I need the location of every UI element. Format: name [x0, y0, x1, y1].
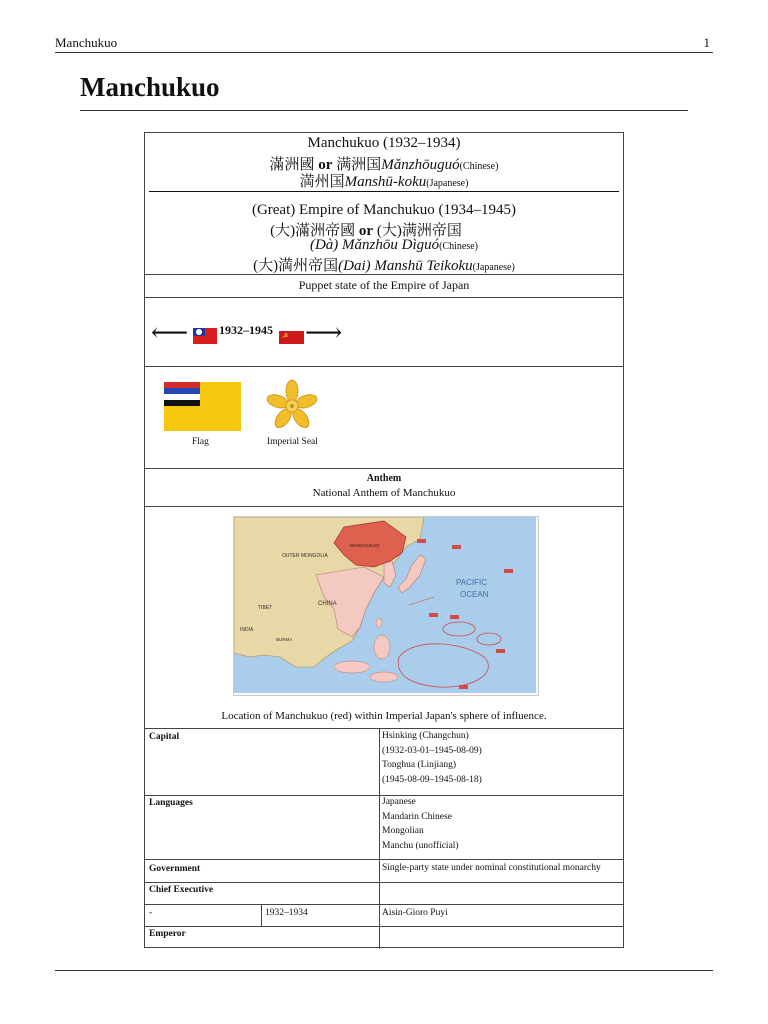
divider — [145, 882, 623, 883]
footer-rule — [55, 970, 713, 971]
language-4: Manchu (unofficial) — [382, 840, 459, 851]
header-rule — [55, 52, 713, 53]
page-title: Manchukuo — [80, 72, 220, 102]
manchukuo-flag-image[interactable] — [164, 382, 241, 431]
languages-value — [382, 795, 459, 853]
languages-label: Languages — [149, 798, 193, 808]
capital-value-1: Hsinking (Changchun) — [382, 731, 469, 741]
roc-flag-icon[interactable] — [193, 328, 217, 344]
map-label-outer-mongolia: OUTER MONGOLIA — [282, 553, 328, 559]
empire-traditional: (大)滿洲帝國 — [270, 223, 356, 239]
running-header: Manchukuo — [55, 35, 118, 50]
map-label-tibet: TIBET — [258, 605, 273, 611]
title-rule — [80, 110, 688, 111]
capital-label: Capital — [149, 732, 180, 742]
empire-pinyin: (Dà) Mǎnzhōu Dìguó — [309, 237, 440, 253]
ruler-dash: - — [149, 908, 153, 918]
sphere-map-image[interactable] — [233, 516, 539, 696]
capital-value — [382, 729, 482, 787]
chinese-label: (Chinese) — [459, 161, 499, 172]
right-arrow-icon[interactable]: ⟶ — [305, 318, 343, 347]
empire-japanese: (大)満州帝国 — [253, 258, 339, 274]
map-label-ocean: OCEAN — [460, 590, 489, 599]
divider — [145, 904, 623, 905]
divider — [145, 506, 623, 507]
left-arrow-icon[interactable]: ⟵ — [151, 318, 189, 347]
map-label-india: INDIA — [240, 627, 254, 633]
emperor-label: Emperor — [149, 929, 186, 939]
years-text: 1932–1945 — [219, 323, 273, 337]
column-divider — [261, 904, 262, 926]
capital-value-4: (1945-08-09–1945-08-18) — [382, 774, 482, 785]
imperial-seal-icon[interactable] — [265, 379, 319, 433]
name-traditional: 滿洲國 — [269, 157, 315, 173]
name-simplified: 满洲国 — [336, 157, 382, 173]
chinese-label-2: (Chinese) — [439, 241, 479, 252]
name-line-3 — [145, 170, 623, 191]
ruler-name: Aisin-Gioro Puyi — [382, 908, 448, 918]
chief-executive-label: Chief Executive — [149, 885, 214, 895]
japanese-label-2: (Japanese) — [472, 262, 515, 273]
name-japanese: 満州国 — [299, 174, 345, 190]
divider — [145, 859, 623, 860]
map-label-china: CHINA — [318, 601, 337, 607]
anthem-value: National Anthem of Manchukuo — [312, 487, 456, 499]
divider — [145, 468, 623, 469]
infobox — [144, 132, 624, 948]
empire-line-4 — [145, 254, 623, 275]
anthem-label: Anthem — [366, 473, 402, 484]
page-number: 1 — [703, 35, 710, 50]
column-divider — [379, 728, 380, 949]
empire-simplified: (大)满洲帝国 — [376, 223, 462, 239]
soviet-flag-icon[interactable]: ☭ — [279, 331, 304, 344]
map-label-manchukuo: MANCHUKUO — [350, 543, 380, 548]
seal-caption: Imperial Seal — [267, 437, 318, 447]
name-divider — [149, 191, 619, 192]
flag-caption: Flag — [192, 437, 209, 447]
language-3: Mongolian — [382, 826, 424, 836]
empire-line-3 — [155, 237, 633, 254]
divider — [145, 274, 623, 275]
status-text: Puppet state of the Empire of Japan — [298, 278, 470, 292]
language-2: Mandarin Chinese — [382, 811, 452, 822]
japanese-label: (Japanese) — [426, 178, 469, 189]
empire-romaji: (Dai) Manshū Teikoku — [338, 258, 473, 274]
name-pinyin: Mǎnzhōuguó — [381, 157, 460, 173]
capital-value-2: (1932-03-01–1945-08-09) — [382, 745, 482, 756]
divider — [145, 926, 623, 927]
map-label-burma: BURMA — [276, 637, 293, 642]
empire-line-1: (Great) Empire of Manchukuo (1934–1945) — [251, 202, 517, 218]
or-label: or — [318, 157, 333, 173]
or-label-2: or — [358, 223, 374, 239]
map-label-pacific: PACIFIC — [456, 578, 487, 587]
government-value: Single-party state under nominal constitutional monarchy — [382, 863, 601, 873]
capital-value-3: Tonghua (Linjiang) — [382, 760, 456, 770]
divider — [145, 297, 623, 298]
name-romaji: Manshū-koku — [344, 174, 427, 190]
ruler-years: 1932–1934 — [265, 908, 308, 918]
name-line-1: Manchukuo (1932–1934) — [307, 135, 461, 151]
map-caption: Location of Manchukuo (red) within Imperial Japan's sphere of influence. — [221, 710, 547, 722]
divider — [145, 366, 623, 367]
government-label: Government — [149, 864, 201, 874]
language-1: Japanese — [382, 797, 416, 807]
